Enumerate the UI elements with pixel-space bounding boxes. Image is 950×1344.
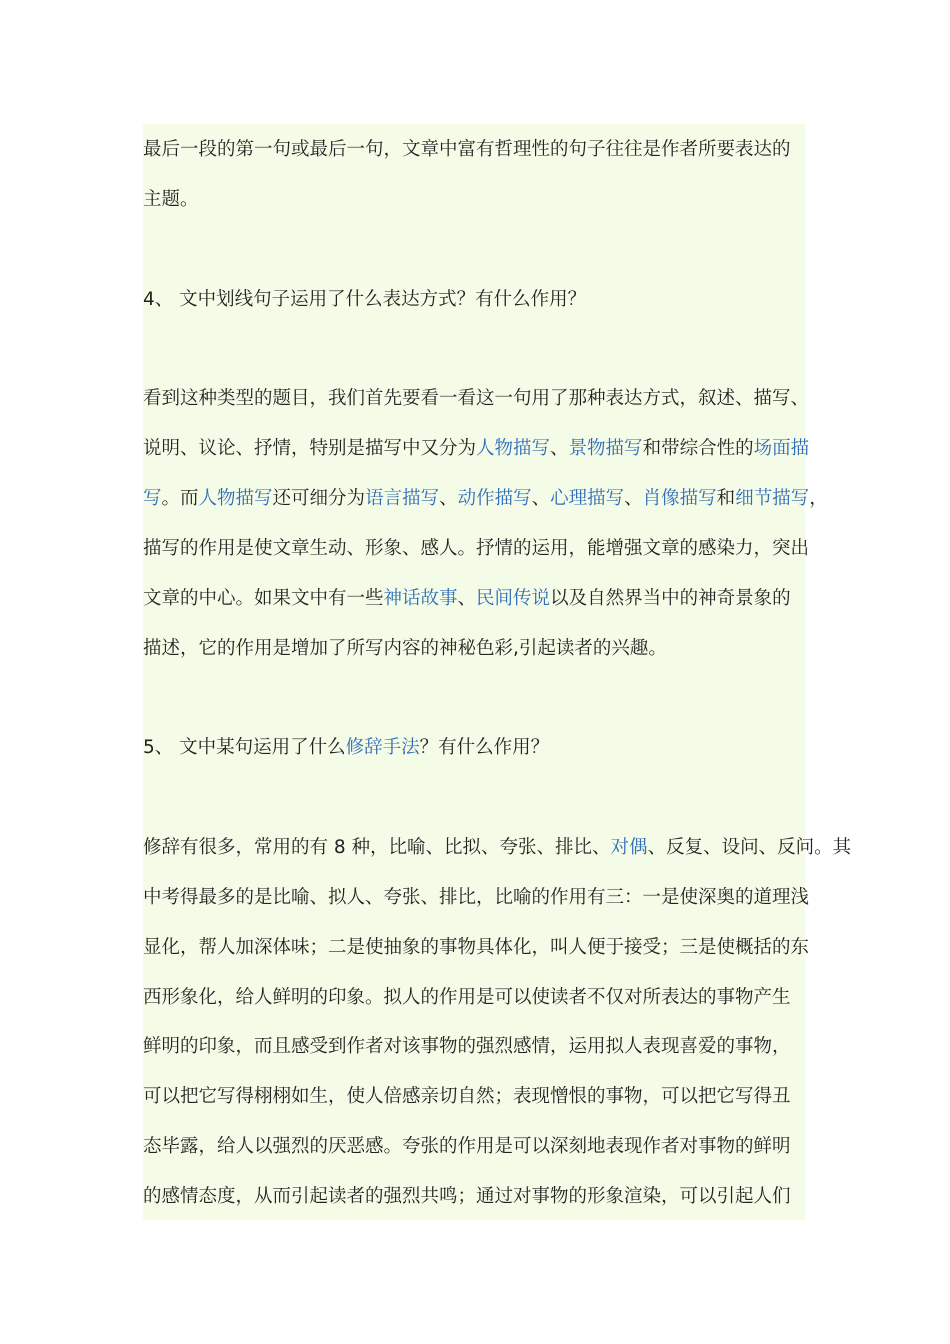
paragraph-3-line-5: 鲜明的印象，而且感受到作者对该事物的强烈感情，运用拟人表现喜爱的事物， xyxy=(143,1036,791,1057)
paragraph-3-line-6: 可以把它写得栩栩如生，使人倍感亲切自然；表现憎恨的事物，可以把它写得丑 xyxy=(143,1086,791,1107)
paragraph-3-line-8: 的感情态度，从而引起读者的强烈共鸣；通过对事物的形象渲染，可以引起人们 xyxy=(143,1186,791,1207)
text-segment: 、 xyxy=(531,488,551,509)
text-segment: ？有什么作用？ xyxy=(419,737,550,758)
link-language-description[interactable]: 语言描写 xyxy=(365,488,440,509)
paragraph-3-line-1 xyxy=(143,835,852,861)
link-psychological-description[interactable]: 心理描写 xyxy=(550,488,625,509)
paragraph-3-line-3: 显化，帮人加深体味；二是使抽象的事物具体化，叫人便于接受；三是使概括的东 xyxy=(143,937,810,958)
text-segment: 、 xyxy=(624,488,643,509)
paragraph-2-line-2 xyxy=(143,436,813,462)
text-segment: 、 xyxy=(457,588,477,609)
text-segment: ， xyxy=(809,488,828,509)
paragraph-3-line-7: 态毕露，给人以强烈的厌恶感。夸张的作用是可以深刻地表现作者对事物的鲜明 xyxy=(143,1136,791,1157)
link-scene-description-cont[interactable]: 写 xyxy=(143,488,162,509)
text-segment: 说明、议论、抒情，特别是描写中又分为 xyxy=(143,438,477,459)
paragraph-2-line-6: 描述，它的作用是增加了所写内容的神秘色彩,引起读者的兴趣。 xyxy=(143,638,667,659)
link-scene-description[interactable]: 场面描 xyxy=(753,438,810,459)
paragraph-3-line-2: 中考得最多的是比喻、拟人、夸张、排比，比喻的作用有三：一是使深奥的道理浅 xyxy=(143,887,810,908)
text-segment: 、反复、设问、反问。其 xyxy=(647,837,852,858)
text-segment: 5、 文中某句运用了什么 xyxy=(143,737,346,758)
link-portrait-description[interactable]: 肖像描写 xyxy=(642,488,717,509)
text-segment: 还可细分为 xyxy=(272,488,366,509)
text-segment: 以及自然界当中的神奇景象的 xyxy=(550,588,791,609)
text-segment: 、 xyxy=(550,438,569,459)
paragraph-2-line-3 xyxy=(143,486,828,512)
link-action-description[interactable]: 动作描写 xyxy=(457,488,532,509)
paragraph-2-line-5 xyxy=(143,586,813,612)
paragraph-1-line-1: 最后一段的第一句或最后一句，文章中富有哲理性的句子往往是作者所要表达的 xyxy=(143,139,791,160)
link-character-description-2[interactable]: 人物描写 xyxy=(198,488,273,509)
text-segment: 。而 xyxy=(161,488,199,509)
text-segment: 和带综合性的 xyxy=(642,438,754,459)
text-segment: 、 xyxy=(439,488,458,509)
text-segment: 修辞有很多，常用的有 8 种，比喻、比拟、夸张、排比、 xyxy=(143,837,611,858)
paragraph-3-line-4: 西形象化，给人鲜明的印象。拟人的作用是可以使读者不仅对所表达的事物产生 xyxy=(143,987,791,1008)
link-antithesis[interactable]: 对偶 xyxy=(610,837,648,858)
link-folk-legend[interactable]: 民间传说 xyxy=(476,588,551,609)
question-5-heading xyxy=(143,735,813,761)
link-scenery-description[interactable]: 景物描写 xyxy=(568,438,643,459)
text-segment: 和 xyxy=(716,488,736,509)
text-segment: 文章的中心。如果文中有一些 xyxy=(143,588,384,609)
link-myth-story[interactable]: 神话故事 xyxy=(383,588,458,609)
paragraph-1-line-2: 主题。 xyxy=(143,189,199,210)
link-character-description[interactable]: 人物描写 xyxy=(476,438,551,459)
question-4-heading: 4、 文中划线句子运用了什么表达方式？有什么作用？ xyxy=(143,289,587,310)
paragraph-2-line-4: 描写的作用是使文章生动、形象、感人。抒情的运用，能增强文章的感染力，突出 xyxy=(143,538,810,559)
link-rhetorical-devices[interactable]: 修辞手法 xyxy=(345,737,420,758)
paragraph-2-line-1: 看到这种类型的题目，我们首先要看一看这一句用了那种表达方式，叙述、描写、 xyxy=(143,388,810,409)
link-detail-description[interactable]: 细节描写 xyxy=(735,488,810,509)
